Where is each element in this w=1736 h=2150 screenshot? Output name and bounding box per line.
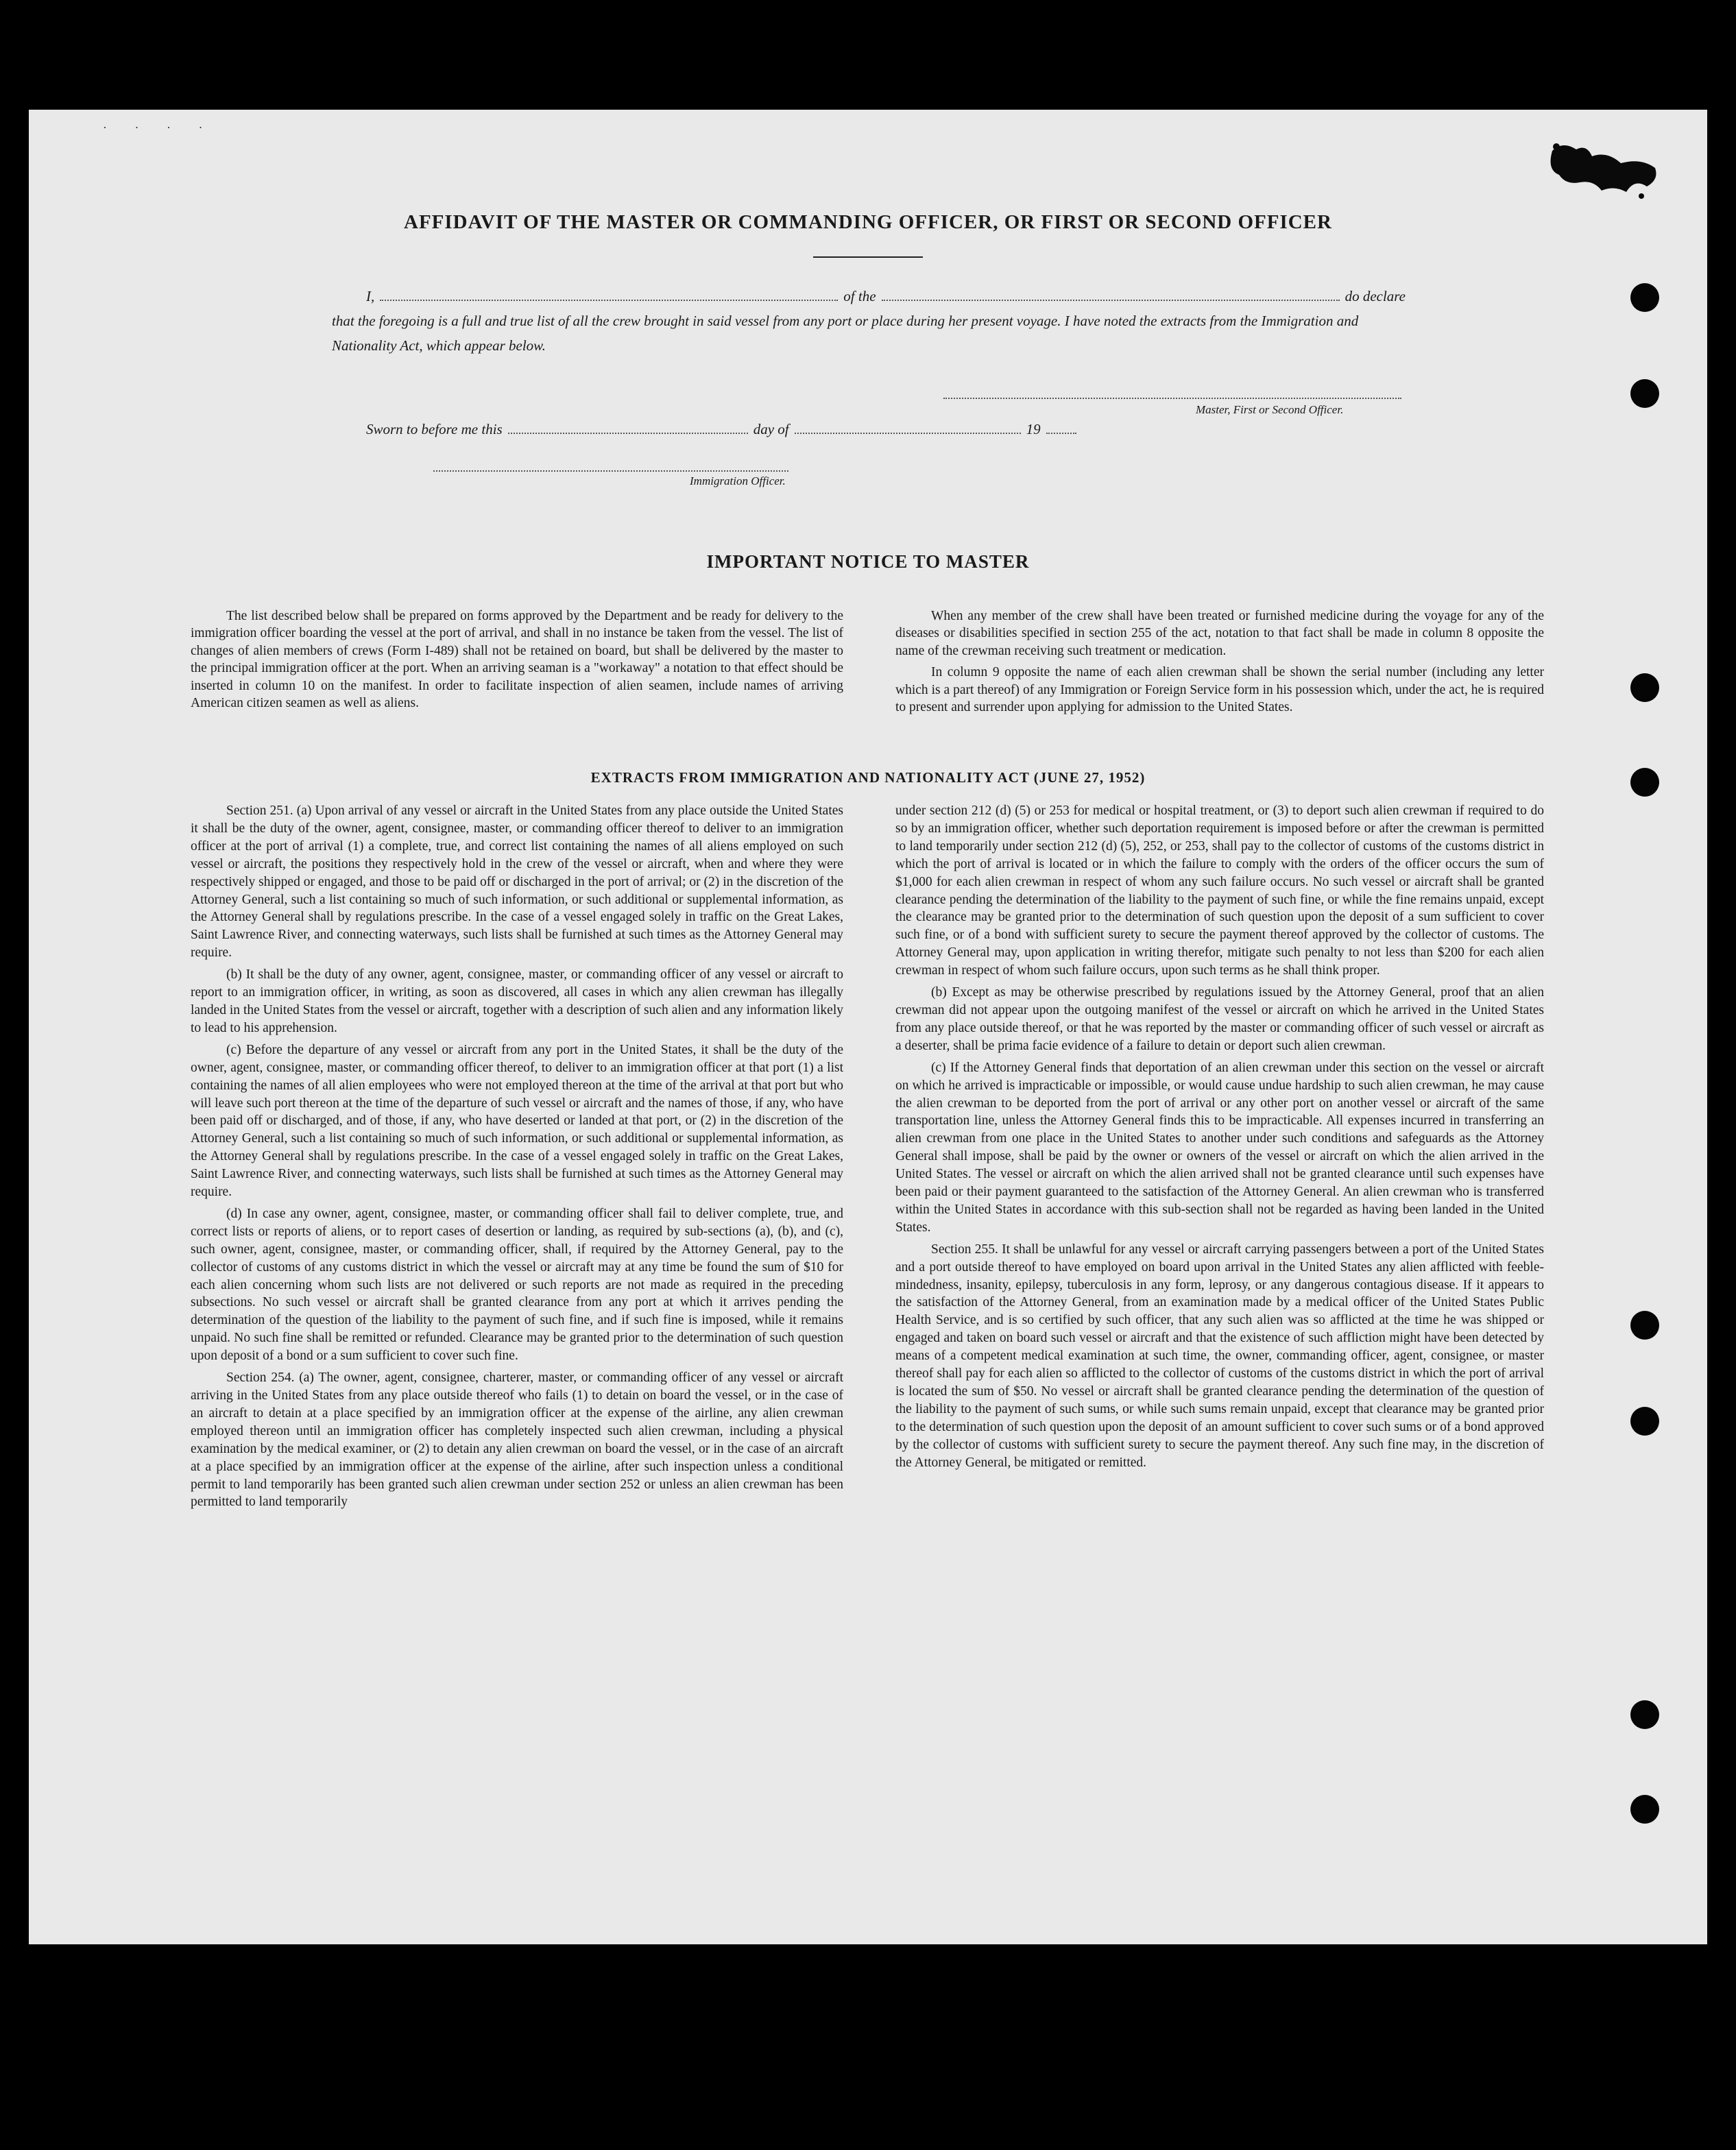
declaration-text: that the foregoing is a full and true list of all the crew brought in said vessel from any port or place during her present voyage. I have noted the extracts from the Immigration and Nationality Act, which appear below. xyxy=(332,313,1359,354)
section-255: Section 255. It shall be unlawful for any vessel or aircraft carrying passengers between a port of the United States and a port outside thereof to have employed on board upon arrival in the United States any alien afflicted with feeble-mindedness, insanity, epilepsy, tuberculosis in any form, leprosy, or any dangerous contagious disease. If it appears to the satisfaction of the Attorney General, from an examination made by a medical officer of the United States Public Health Service, and is so certified by such officer, that any such alien was so afflicted at the time he was shipped or engaged and taken on board such vessel or aircraft and that the existence of such affliction might have been detected by means of a competent medical examination at such time, the owner, commanding officer, agent, consignee, or master thereof shall pay for each alien so afflicted to the collector of customs of the customs district in which the port of arrival is located the sum of $50. No vessel or aircraft shall be granted clearance pending the determination of the question of the liability to the payment of such sums, or while such sums remain unpaid, except that clearance may be granted prior to the determination of such question upon the deposit of an amount sufficient to cover such sums or of a bond approved by the collector of customs with sufficient surety to secure the payment thereof. Any such fine may, in the discretion of the Attorney General, be mitigated or remitted. xyxy=(895,1242,1544,1470)
sworn-year-field[interactable] xyxy=(1046,423,1076,434)
punch-hole xyxy=(1630,283,1659,312)
punch-hole xyxy=(1630,1700,1659,1729)
notice-paragraph: In column 9 opposite the name of each alien crewman shall be shown the serial number (including any letter which is a part thereof) of any Immigration or Foreign Service form in his possession which, under the act, he is required to present and surrender upon applying for admission to the United States. xyxy=(895,665,1544,715)
vessel-name-field[interactable] xyxy=(882,289,1340,301)
section-251a: Section 251. (a) Upon arrival of any vessel or aircraft in the United States from any place outside the United States it shall be the duty of the owner, agent, consignee, master, or commanding officer thereof to deliver to an immigration officer at the port of arrival (1) a complete, true, and correct list containing the names of all aliens employed on such vessel or aircraft, the positions they respectively hold in the crew of the vessel or aircraft, when and where they were respectively shipped or engaged, and those to be paid off or discharged in the port of arrival; or (2) in the discretion of the Attorney General, such a list containing so much of such information, or such additional or supplemental information, as the Attorney General shall by regulations prescribe. In the case of a vessel engaged solely in traffic on the Great Lakes, Saint Lawrence River, and connecting waterways, such lists shall be furnished at such times as the Attorney General may require. xyxy=(191,804,843,961)
title-divider xyxy=(813,256,923,258)
notice-left-column xyxy=(191,607,843,716)
declarant-name-field[interactable] xyxy=(380,289,838,301)
section-254c: (c) If the Attorney General finds that deportation of an alien crewman under this section on the vessel or aircraft on which he arrived is impracticable or impossible, or would cause undue hardship to such alien crewman, he may cause the alien crewman to be deported from the port of arrival or any other port on another vessel or aircraft of the same transportation line, unless the Attorney General finds this to be impracticable. All expenses incurred in transferring an alien crewman from one place in the United States to another under such conditions and safeguards as the Attorney General shall impose, shall be paid by the owner or owners of the vessel or aircraft on which the alien arrived in the United States. The vessel or aircraft on which the alien arrived shall not be granted clearance until such expenses have been paid or their payment guaranteed to the satisfaction of the Attorney General. An alien crewman who is transferred within the United States in accordance with this sub-section shall not be regarded as having been landed in the United States. xyxy=(895,1060,1544,1235)
declaration-i: I, xyxy=(366,288,375,304)
officer-caption: Immigration Officer. xyxy=(690,474,786,487)
declaration-do-declare: do declare xyxy=(1345,288,1406,304)
officer-signature-line[interactable] xyxy=(433,469,788,472)
notice-paragraph: When any member of the crew shall have been treated or furnished medicine during the voyage for any of the diseases or disabilities specified in section 255 of the act, notation to that fact shall be made in column 8 opposite the name of the crewman receiving such treatment or medication. xyxy=(895,609,1544,658)
punch-hole xyxy=(1630,673,1659,702)
punch-hole xyxy=(1630,379,1659,408)
master-signature-line[interactable] xyxy=(943,396,1401,399)
scan-specks: · · · · xyxy=(103,121,215,134)
punch-hole xyxy=(1630,1795,1659,1824)
declaration-of-the: of the xyxy=(843,288,876,304)
sworn-text: Sworn to before me this xyxy=(366,421,503,437)
sworn-line xyxy=(366,421,1148,438)
affidavit-title: AFFIDAVIT OF THE MASTER OR COMMANDING OFFICER, OR FIRST OR SECOND OFFICER xyxy=(404,211,1332,233)
punch-hole xyxy=(1630,1311,1659,1340)
notice-right-column xyxy=(895,607,1544,720)
sworn-day-field[interactable] xyxy=(508,423,748,434)
section-251b: (b) It shall be the duty of any owner, agent, consignee, master, or commanding officer of any vessel or aircraft to report to an immigration officer, in writing, as soon as discovered, all cases in which any alien crewman has illegally landed in the United States from the vessel or aircraft, together with a description of such alien and any information likely to lead to his apprehension. xyxy=(191,967,843,1035)
section-251d: (d) In case any owner, agent, consignee, master, or commanding officer shall fail to deliver complete, true, and correct lists or reports of aliens, or to report cases of desertion or landing, as required by sub-sections (a), (b), and (c), such owner, agent, consignee, master, or commanding officer, shall, if required by the Attorney General, pay to the collector of customs of any customs district in which the vessel or aircraft may at any time be found the sum of $10 for each alien concerning whom such lists are not delivered or such reports are not made as required in the preceding subsections. No such vessel or aircraft shall be granted clearance from any port at which it arrives pending the determination of the question of the liability to the payment of such fine, and if such fine is imposed, while it remains unpaid. No such fine shall be remitted or refunded. Clearance may be granted prior to the determination of such question upon deposit of a bond or a sum sufficient to cover such fine. xyxy=(191,1206,843,1364)
sworn-day-of: day of xyxy=(753,421,789,437)
section-254a: Section 254. (a) The owner, agent, consignee, charterer, master, or commanding officer of any vessel or aircraft arriving in the United States from any place outside thereof who fails (1) to detain on board the vessel, or in the case of an aircraft to detain at a place specified by an immigration officer at the expense of the airline, any alien crewman employed thereon until an immigration officer has completely inspected such alien crewman, including a physical examination by the medical examiner, or (2) to detain any alien crewman on board the vessel, or in the case of an aircraft at a place specified by an immigration officer at the expense of the airline, after such inspection unless a conditional permit to land temporarily has been granted such alien crewman under section 252 or unless an alien crewman has been permitted to land temporarily xyxy=(191,1370,843,1510)
section-254a-continued: under section 212 (d) (5) or 253 for medical or hospital treatment, or (3) to deport such alien crewman if required to do so by an immigration officer, whether such deportation requirement is imposed before or after the crewman is permitted to land temporarily under section 212 (d) (5), 252, or 253, shall pay to the collector of customs of the customs district in which the port of arrival is located or in which the failure to comply with the orders of the officer occurs the sum of $1,000 for each alien crewman in respect of whom any such failure occurs. No such vessel or aircraft shall be granted clearance pending the determination of the liability to the payment of such fine, or while the fine remains unpaid, except the clearance may be granted prior to the determination of such question upon the deposit of a sum sufficient to cover such fine, or of a bond with sufficient surety to secure the payment thereof approved by the collector of customs. The Attorney General may, upon application in writing therefor, mitigate such penalty to not less than $200 for each alien crewman in respect of whom such failure occurs, upon such terms as he shall think proper. xyxy=(895,804,1544,978)
section-254b: (b) Except as may be otherwise prescribed by regulations issued by the Attorney General, proof that an alien crewman did not appear upon the outgoing manifest of the vessel or aircraft on which he arrived in the United States from any place outside thereof, or that he was reported by the master or commanding officer of such vessel or aircraft as a deserter, shall be prima facie evidence of a failure to detain or deport such alien crewman. xyxy=(895,985,1544,1053)
sworn-year-prefix: 19 xyxy=(1026,421,1041,437)
extracts-title: EXTRACTS FROM IMMIGRATION AND NATIONALITY ACT (JUNE 27, 1952) xyxy=(590,769,1146,786)
ink-blot xyxy=(1539,137,1662,199)
declaration-block xyxy=(332,284,1406,358)
master-caption: Master, First or Second Officer. xyxy=(1196,403,1344,416)
extracts-right-column xyxy=(895,802,1544,1476)
notice-paragraph: The list described below shall be prepared on forms approved by the Department and be ready for delivery to the immigration officer boarding the vessel at the port of arrival, and shall in no instance be taken from the vessel. The list of changes of alien members of crews (Form I-489) shall not be retained on board, but shall be delivered by the master to the principal immigration officer at the port. When an arriving seaman is a "workaway" a notation to that effect should be inserted in column 10 on the manifest. In order to facilitate inspection of alien seamen, include names of arriving American citizen seamen as well as aliens. xyxy=(191,609,843,711)
punch-hole xyxy=(1630,1407,1659,1436)
notice-title: IMPORTANT NOTICE TO MASTER xyxy=(706,551,1030,572)
extracts-left-column xyxy=(191,802,843,1515)
sworn-month-field[interactable] xyxy=(795,423,1021,434)
section-251c: (c) Before the departure of any vessel or aircraft from any port in the United States, it shall be the duty of the owner, agent, consignee, master, or commanding officer thereof, to deliver to an immigration officer at that port (1) a list containing the names of all alien employees who were not employed thereon at the time of the arrival at that port but who will leave such port thereon at the time of the departure of such vessel or aircraft and the names of those, if any, who have been paid off or discharged, and of those, if any, who have deserted or landed at that port, or (2) in the discretion of the Attorney General, such a list containing so much of such information, or such additional or supplemental information, as the Attorney General shall by regulations prescribe. In the case of a vessel engaged solely in traffic on the Great Lakes, Saint Lawrence River, and connecting waterways, such lists shall be furnished at such times as the Attorney General may require. xyxy=(191,1042,843,1200)
declaration-line-1 xyxy=(332,284,1406,309)
